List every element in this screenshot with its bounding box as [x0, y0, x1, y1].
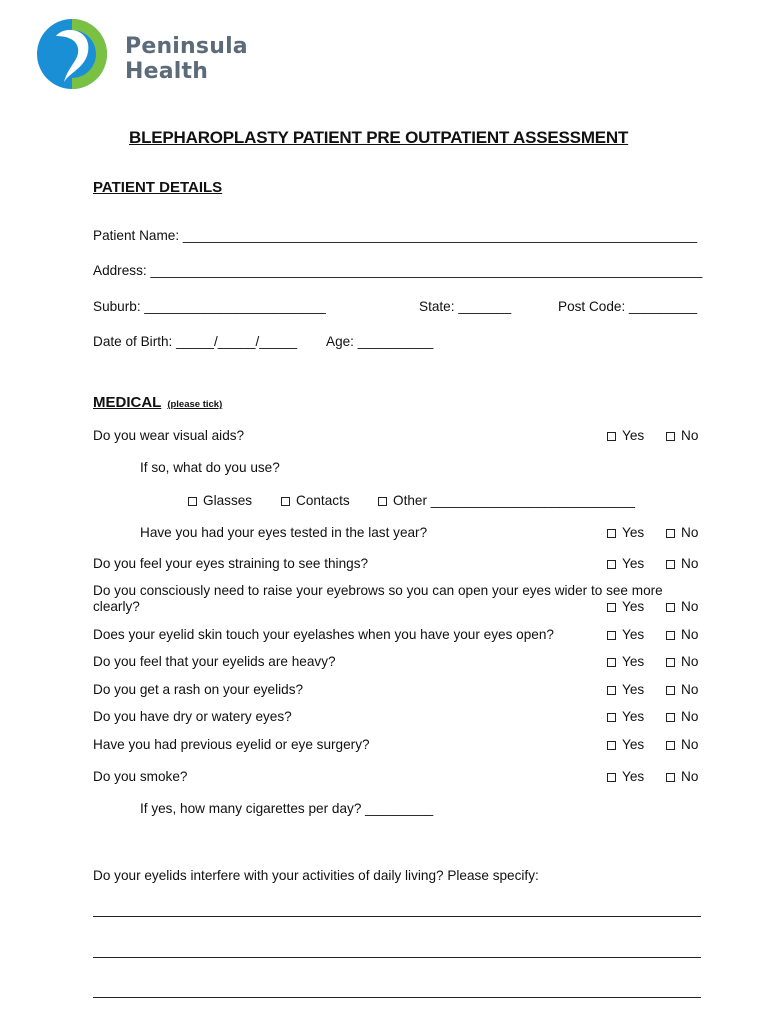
- yes-option[interactable]: [607, 682, 644, 697]
- yes-checkbox[interactable]: [607, 631, 616, 640]
- no-option[interactable]: [666, 599, 698, 614]
- yes-option[interactable]: [607, 769, 644, 784]
- dob-row: [93, 334, 297, 349]
- q-dry: Do you have dry or watery eyes?: [93, 709, 292, 724]
- yes-option[interactable]: [607, 627, 644, 642]
- yes-option[interactable]: [607, 709, 644, 724]
- no-checkbox[interactable]: [666, 713, 675, 722]
- q-what-use: If so, what do you use?: [140, 460, 280, 475]
- no-checkbox[interactable]: [666, 432, 675, 441]
- no-label: No: [681, 627, 699, 642]
- no-checkbox[interactable]: [666, 741, 675, 750]
- yes-label: Yes: [622, 654, 645, 669]
- state-label: State:: [419, 299, 455, 314]
- contacts-label: Contacts: [296, 493, 350, 508]
- no-label: No: [681, 525, 699, 540]
- no-label: No: [681, 428, 699, 443]
- yes-checkbox[interactable]: [607, 713, 616, 722]
- answer-line-1[interactable]: [93, 916, 701, 917]
- brand-line-1: Peninsula: [125, 34, 248, 59]
- age-field[interactable]: __________: [357, 334, 434, 349]
- yes-option[interactable]: [607, 737, 644, 752]
- dob-separator: /: [213, 334, 218, 349]
- postcode-row: [558, 299, 697, 314]
- answer-line-3[interactable]: [93, 997, 701, 998]
- yes-checkbox[interactable]: [607, 432, 616, 441]
- q-straining: Do you feel your eyes straining to see things?: [93, 556, 369, 571]
- suburb-field[interactable]: ________________________: [144, 299, 326, 314]
- medical-heading: MEDICAL: [93, 394, 162, 411]
- yes-checkbox[interactable]: [607, 658, 616, 667]
- yes-checkbox[interactable]: [607, 603, 616, 612]
- q-cigarettes: If yes, how many cigarettes per day?: [140, 801, 362, 816]
- no-checkbox[interactable]: [666, 773, 675, 782]
- no-label: No: [681, 682, 699, 697]
- q-smoke: Do you smoke?: [93, 769, 188, 784]
- yes-label: Yes: [622, 627, 645, 642]
- yes-option[interactable]: [607, 599, 644, 614]
- no-label: No: [681, 737, 699, 752]
- yes-label: Yes: [622, 737, 645, 752]
- yes-option[interactable]: [607, 525, 644, 540]
- yes-label: Yes: [622, 682, 645, 697]
- yes-label: Yes: [622, 428, 645, 443]
- glasses-option[interactable]: [188, 493, 252, 508]
- dob-label: Date of Birth:: [93, 334, 173, 349]
- contacts-checkbox[interactable]: [281, 497, 290, 506]
- yes-option[interactable]: [607, 654, 644, 669]
- yes-checkbox[interactable]: [607, 529, 616, 538]
- dob-separator: /: [255, 334, 260, 349]
- glasses-label: Glasses: [203, 493, 253, 508]
- no-option[interactable]: [666, 525, 698, 540]
- address-row: [93, 263, 702, 278]
- no-label: No: [681, 709, 699, 724]
- no-label: No: [681, 556, 699, 571]
- no-option[interactable]: [666, 428, 698, 443]
- no-label: No: [681, 654, 699, 669]
- please-tick-note: (please tick): [167, 399, 223, 410]
- no-option[interactable]: [666, 737, 698, 752]
- yes-label: Yes: [622, 599, 645, 614]
- cigarettes-field[interactable]: _________: [365, 801, 434, 816]
- no-option[interactable]: [666, 556, 698, 571]
- suburb-row: [93, 299, 326, 314]
- patient-details-heading: PATIENT DETAILS: [93, 179, 223, 196]
- q-eyebrows-line-1: Do you consciously need to raise your eyebrows so you can open your eyes wider to see more: [93, 583, 663, 598]
- no-checkbox[interactable]: [666, 658, 675, 667]
- other-label: Other: [393, 493, 427, 508]
- no-option[interactable]: [666, 682, 698, 697]
- state-row: [419, 299, 511, 314]
- patient-name-label: Patient Name:: [93, 228, 180, 243]
- dob-day-field[interactable]: _____: [176, 334, 214, 349]
- q-surgery: Have you had previous eyelid or eye surgery?: [93, 737, 370, 752]
- no-option[interactable]: [666, 709, 698, 724]
- other-option[interactable]: [378, 493, 635, 508]
- glasses-checkbox[interactable]: [188, 497, 197, 506]
- no-option[interactable]: [666, 769, 698, 784]
- other-checkbox[interactable]: [378, 497, 387, 506]
- yes-checkbox[interactable]: [607, 741, 616, 750]
- q-eyebrows-line-2: clearly?: [93, 599, 140, 614]
- q-eyes-tested: Have you had your eyes tested in the last year?: [140, 525, 428, 540]
- yes-option[interactable]: [607, 428, 644, 443]
- postcode-label: Post Code:: [558, 299, 626, 314]
- age-row: [326, 334, 433, 349]
- state-field[interactable]: _______: [458, 299, 512, 314]
- no-checkbox[interactable]: [666, 686, 675, 695]
- yes-label: Yes: [622, 709, 645, 724]
- patient-name-field[interactable]: ____________________________________________________________________: [182, 228, 698, 243]
- form-title: BLEPHAROPLASTY PATIENT PRE OUTPATIENT ASSESSMENT: [129, 128, 629, 147]
- no-option[interactable]: [666, 654, 698, 669]
- cigarettes-row: [140, 801, 433, 816]
- contacts-option[interactable]: [281, 493, 350, 508]
- address-label: Address:: [93, 263, 147, 278]
- yes-checkbox[interactable]: [607, 686, 616, 695]
- no-checkbox[interactable]: [666, 603, 675, 612]
- q-daily-living: Do your eyelids interfere with your activities of daily living? Please specify:: [93, 868, 539, 883]
- no-checkbox[interactable]: [666, 631, 675, 640]
- q-visual-aids: Do you wear visual aids?: [93, 428, 245, 443]
- yes-label: Yes: [622, 769, 645, 784]
- yes-checkbox[interactable]: [607, 773, 616, 782]
- q-skin-touch: Does your eyelid skin touch your eyelashes when you have your eyes open?: [93, 627, 554, 642]
- yes-label: Yes: [622, 556, 645, 571]
- answer-line-2[interactable]: [93, 957, 701, 958]
- patient-name-row: [93, 228, 697, 243]
- no-checkbox[interactable]: [666, 529, 675, 538]
- dob-year-field[interactable]: _____: [259, 334, 298, 349]
- q-rash: Do you get a rash on your eyelids?: [93, 682, 304, 697]
- suburb-label: Suburb:: [93, 299, 141, 314]
- age-label: Age:: [326, 334, 354, 349]
- no-label: No: [681, 769, 699, 784]
- yes-checkbox[interactable]: [607, 560, 616, 569]
- q-heavy: Do you feel that your eyelids are heavy?: [93, 654, 336, 669]
- address-field[interactable]: _________________________________________________________________________: [150, 263, 703, 278]
- no-label: No: [681, 599, 699, 614]
- postcode-field[interactable]: _________: [629, 299, 698, 314]
- dob-month-field[interactable]: _____: [217, 334, 256, 349]
- medical-heading-row: [93, 394, 222, 411]
- no-checkbox[interactable]: [666, 560, 675, 569]
- yes-option[interactable]: [607, 556, 644, 571]
- other-field[interactable]: ___________________________: [427, 493, 635, 508]
- no-option[interactable]: [666, 627, 698, 642]
- yes-label: Yes: [622, 525, 645, 540]
- brand-name: [125, 34, 248, 84]
- brand-line-2: Health: [125, 59, 209, 84]
